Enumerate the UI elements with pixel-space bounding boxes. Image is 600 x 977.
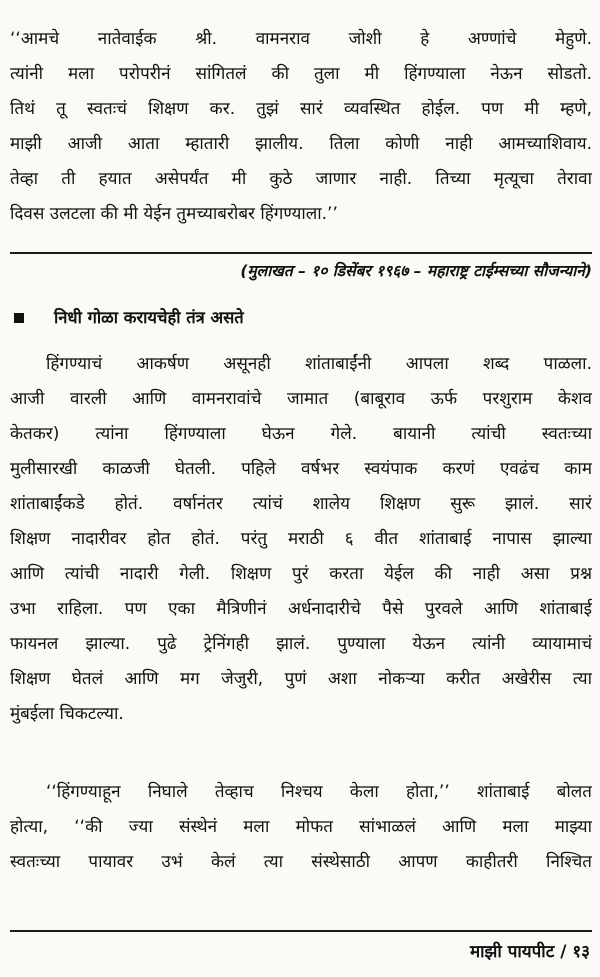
paragraph-line: ‘‘हिंगण्याहून निघाले तेव्हाच निश्चय केला होता,’’ शांताबाई बोलत bbox=[46, 782, 592, 802]
paragraph-line: उभा राहिला. पण एका मैत्रिणीनं अर्धनादारीचे पैसे पुरवले आणि शांताबाई bbox=[10, 599, 592, 619]
paragraph-line: होत्या, ‘‘की ज्या संस्थेनं मला मोफत सांभाळलं आणि मला माझ्या bbox=[10, 817, 592, 837]
quote-line: तिथं तू स्वतःचं शिक्षण कर. तुझं सारं व्यवस्थित होईल. पण मी म्हणे, bbox=[10, 99, 592, 119]
paragraph-line: स्वतःच्या पायावर उभं केलं त्या संस्थेसाठी आपण काहीतरी निश्चित bbox=[10, 852, 592, 872]
paragraph-line: केतकर) त्यांना हिंगण्याला घेऊन गेले. बायानी त्यांची स्वतःच्या bbox=[10, 424, 592, 444]
quote-line: त्यांनी मला परोपरीनं सांगितलं की तुला मी हिंगण्याला नेऊन सोडतो. bbox=[10, 64, 592, 84]
paragraph-line: आजी वारली आणि वामनरावांचे जामात (बाबूराव ऊर्फ परशुराम केशव bbox=[10, 389, 592, 409]
section-heading-text: निधी गोळा करायचेही तंत्र असते bbox=[54, 308, 244, 327]
citation: (मुलाखत – १० डिसेंबर १९६७ – महाराष्ट्र टाईम्सच्या सौजन्याने) bbox=[240, 262, 592, 280]
divider-top bbox=[10, 252, 592, 254]
paragraph-line: मुलीसारखी काळजी घेतली. पहिले वर्षभर स्वयंपाक करणं एवढंच काम bbox=[10, 459, 592, 479]
paragraph-line: फायनल झाल्या. पुढे ट्रेनिंगही झालं. पुण्याला येऊन त्यांनी व्यायामाचं bbox=[10, 634, 592, 654]
page-footer: माझी पायपीट / १३ bbox=[469, 942, 590, 962]
paragraph-line: मुंबईला चिकटल्या. bbox=[10, 704, 124, 724]
divider-bottom bbox=[10, 930, 592, 932]
paragraph-line: शिक्षण नादारीवर होत होतं. परंतु मराठी ६ वीत शांताबाई नापास झाल्या bbox=[10, 529, 592, 549]
square-bullet-icon bbox=[14, 313, 24, 323]
section-heading bbox=[14, 302, 592, 334]
quote-line: ‘‘आमचे नातेवाईक श्री. वामनराव जोशी हे अण्णांचे मेहुणे. bbox=[10, 29, 592, 49]
paragraph-line: हिंगण्याचं आकर्षण असूनही शांताबाईंनी आपला शब्द पाळला. bbox=[46, 354, 592, 374]
quote-line: माझी आजी आता म्हातारी झालीय. तिला कोणी नाही आमच्याशिवाय. bbox=[10, 134, 592, 154]
quote-line: दिवस उलटला की मी येईन तुमच्याबरोबर हिंगण्याला.’’ bbox=[10, 204, 338, 224]
paragraph-line: शांताबाईंकडे होतं. वर्षानंतर त्यांचं शालेय शिक्षण सुरू झालं. सारं bbox=[10, 494, 592, 514]
opening-quote bbox=[10, 22, 592, 232]
paragraph-2 bbox=[10, 775, 592, 880]
paragraph-line: शिक्षण घेतलं आणि मग जेजुरी, पुणं अशा नोकऱ्या करीत अखेरीस त्या bbox=[10, 669, 592, 689]
quote-line: तेव्हा ती हयात असेपर्यंत मी कुठे जाणार नाही. तिच्या मृत्यूचा तेरावा bbox=[10, 169, 592, 189]
paragraph-1 bbox=[10, 347, 592, 732]
paragraph-line: आणि त्यांची नादारी गेली. शिक्षण पुरं करता येईल की नाही असा प्रश्न bbox=[10, 564, 592, 584]
